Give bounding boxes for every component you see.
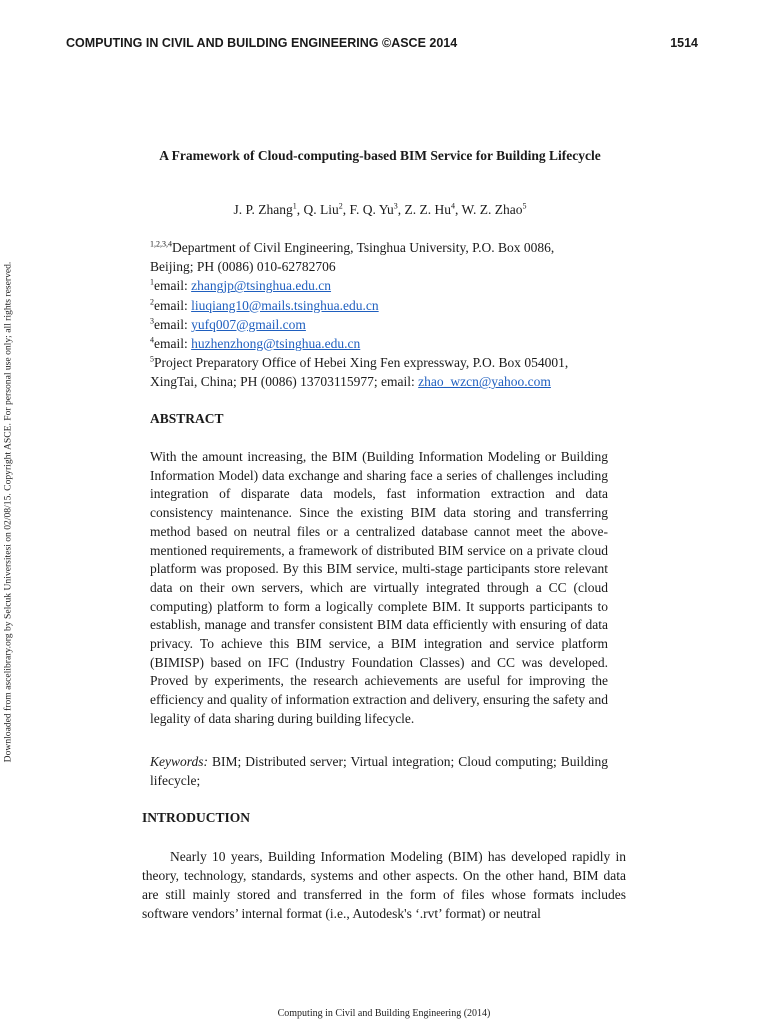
page-number: 1514 (670, 36, 698, 50)
download-notice (0, 0, 16, 1024)
download-notice-text: Downloaded from ascelibrary.org by Selcuk Universitesi on 02/08/15. Copyright ASCE. For personal use only; all rights reserved. (2, 261, 14, 763)
author-name: F. Q. Yu (349, 202, 394, 217)
author-name: Z. Z. Hu (404, 202, 451, 217)
keywords-list: BIM; Distributed server; Virtual integration; Cloud computing; Building lifecycle; (150, 754, 608, 788)
introduction-heading: INTRODUCTION (142, 810, 251, 825)
email-mark: 3 (150, 316, 154, 326)
affiliation-department: Department of Civil Engineering, Tsinghua University, P.O. Box 0086, (172, 240, 555, 255)
affiliation2-contact (150, 372, 620, 391)
email-link[interactable]: liuqiang10@mails.tsinghua.edu.cn (191, 297, 379, 313)
author-name: W. Z. Zhao (461, 202, 523, 217)
affiliation-city-phone: Beijing; PH (0086) 010-62782706 (150, 259, 336, 275)
abstract-text: With the amount increasing, the BIM (Building Information Modeling or Building Information Model) data exchange and sharing face a series of challenges including integration of disparate data models, fast information extraction and data consistency maintenance. Since the existing BIM data storing and transferring method based on neutral files or a centralized database cannot meet the above-mentioned requirements, a framework of distributed BIM service on a private cloud platform was proposed. By this BIM service, multi-stage participants store relevant data on their own servers, which are virtually integrated through a CC (cloud computing) platform to form a logically complete BIM. It supports participants to establish, manage and transfer consistent BIM data efficiently with ensuring of data privacy. To achieve this BIM service, a BIM integration and service platform (BIMISP) based on IFC (Industry Foundation Classes) and CC was developed. Proved by experiments, the research achievements are useful for improving the efficiency and quality of information extraction and delivery, ensuring the safety and legality of data sharing during building lifecycle. (150, 449, 608, 726)
email-link[interactable]: huzhenzhong@tsinghua.edu.cn (191, 336, 361, 352)
email-line (150, 296, 620, 315)
email-mark: 4 (150, 335, 154, 345)
affiliation2-mark: 5 (150, 354, 154, 364)
email-prefix: email: (154, 297, 192, 313)
author-name: Q. Liu (303, 202, 339, 217)
author-mark: 3 (393, 201, 398, 211)
email-prefix: email: (154, 278, 192, 294)
introduction-text: Nearly 10 years, Building Information Modeling (BIM) has developed rapidly in theory, technology, standards, systems and other aspects. On the other hand, BIM data are still mainly stored and transferred in the form of files whose formats includes software vendors’ internal format (i.e., Autodesk's ‘.rvt’ format) or neutral (142, 849, 626, 921)
email-link[interactable]: yufq007@gmail.com (191, 316, 306, 332)
email-prefix: email: (154, 336, 192, 352)
author-mark: 4 (450, 201, 455, 211)
author-separator: , (342, 202, 350, 217)
affiliation-line (150, 238, 620, 257)
running-header (66, 36, 698, 50)
author-separator: , (296, 202, 304, 217)
affiliation-block (150, 238, 620, 392)
author-separator: , (397, 202, 405, 217)
author-separator: , (454, 202, 462, 217)
email-line (150, 334, 620, 353)
affiliation2-contact-text: XingTai, China; PH (0086) 13703115977; email: (150, 374, 419, 390)
author-mark: 2 (338, 201, 343, 211)
page-footer: Computing in Civil and Building Engineering (2014) (277, 1008, 491, 1019)
paper-title: A Framework of Cloud-computing-based BIM Service for Building Lifecycle (159, 148, 601, 163)
email-link[interactable]: zhao_wzcn@yahoo.com (418, 374, 551, 390)
affiliation-mark: 1,2,3,4 (150, 239, 172, 249)
email-prefix: email: (154, 316, 192, 332)
email-link[interactable]: zhangjp@tsinghua.edu.cn (191, 278, 332, 294)
journal-title: COMPUTING IN CIVIL AND BUILDING ENGINEERING ©ASCE 2014 (66, 36, 458, 50)
affiliation2-line (150, 353, 620, 372)
keywords (150, 752, 608, 790)
email-mark: 1 (150, 277, 154, 287)
keywords-label: Keywords: (150, 754, 208, 769)
email-line (150, 315, 620, 334)
affiliation2-text: Project Preparatory Office of Hebei Xing Fen expressway, P.O. Box 054001, (154, 355, 569, 371)
email-line (150, 276, 620, 295)
email-mark: 2 (150, 297, 154, 307)
author-mark: 1 (292, 201, 297, 211)
author-mark: 5 (522, 201, 527, 211)
abstract-heading: ABSTRACT (150, 411, 224, 426)
author-list (150, 202, 610, 218)
author-name: J. P. Zhang (233, 202, 293, 217)
